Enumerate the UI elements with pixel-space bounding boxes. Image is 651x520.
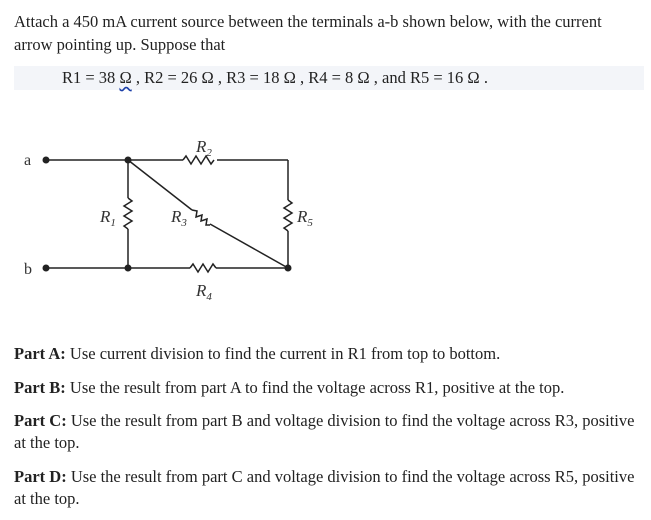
- r4-label-sub: 4: [206, 291, 212, 303]
- terminal-b-dot: [43, 265, 50, 272]
- r5-label-main: R: [297, 207, 308, 226]
- resistor-values-text: [62, 66, 488, 90]
- r3-zigzag: [192, 210, 210, 225]
- diag-wire-bottom: [210, 224, 288, 268]
- problem-intro: Attach a 450 mA current source between the terminals a-b shown below, with the current arrow pointing up. Suppose that: [14, 12, 602, 54]
- circuit-diagram: [0, 120, 360, 310]
- part-c-label: Part C:: [14, 411, 67, 430]
- r1-label: [99, 207, 116, 229]
- r1-label-main: R: [100, 207, 111, 226]
- r5-zigzag: [284, 200, 292, 231]
- part-d-label: Part D:: [14, 467, 67, 486]
- r5-label: [296, 207, 313, 229]
- r1-label-sub: 1: [110, 217, 116, 229]
- part-a-text: Use current division to find the current in R1 from top to bottom.: [65, 344, 501, 363]
- node-bottom-right: [285, 265, 292, 272]
- ohm-spellcheck-mark[interactable]: Ω: [119, 68, 132, 87]
- part-d: [14, 466, 644, 510]
- r3-label: [170, 207, 187, 229]
- part-d-text: Use the result from part C and voltage division to find the voltage across R5, positive at the top.: [14, 467, 635, 508]
- part-b-text: Use the result from part A to find the voltage across R1, positive at the top.: [65, 378, 565, 397]
- r2-label: [195, 137, 212, 159]
- r3-label-main: R: [171, 207, 182, 226]
- values-part-2: , R2 = 26 Ω , R3 = 18 Ω , R4 = 8 Ω , and R5 = 16 Ω .: [131, 68, 488, 87]
- r4-label-main: R: [196, 281, 207, 300]
- r3-label-sub: 3: [181, 217, 187, 229]
- diag-wire-top: [128, 160, 192, 210]
- part-c-text: Use the result from part B and voltage division to find the voltage across R3, positive at the top.: [14, 411, 635, 452]
- node-bottom-left: [125, 265, 132, 272]
- terminal-b-label: b: [24, 261, 32, 278]
- terminal-a-dot: [43, 157, 50, 164]
- r4-zigzag: [190, 264, 216, 272]
- r4-label: [195, 281, 212, 303]
- part-a: [14, 343, 644, 365]
- resistor-values: [14, 66, 644, 90]
- r2-label-main: R: [196, 137, 207, 156]
- values-part-1: R1 = 38: [62, 68, 120, 87]
- r2-label-sub: 2: [206, 147, 212, 159]
- part-a-label: Part A:: [14, 344, 66, 363]
- r1-zigzag: [124, 198, 132, 229]
- node-top-left: [125, 157, 132, 164]
- part-c: [14, 410, 644, 454]
- part-b-label: Part B:: [14, 378, 66, 397]
- part-b: [14, 377, 644, 399]
- r5-label-sub: 5: [307, 217, 313, 229]
- terminal-a-label: a: [24, 152, 32, 169]
